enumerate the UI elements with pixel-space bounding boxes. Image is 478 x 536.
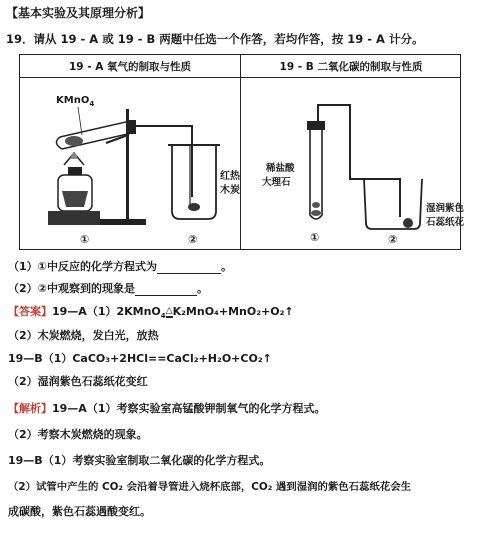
answer-a1-condition: △	[165, 306, 173, 316]
answer-blank-1[interactable]	[157, 263, 221, 274]
table-divider	[240, 55, 241, 249]
apparatus-a-1: ①	[80, 233, 90, 246]
analysis-b2-line-1: （2）试管中产生的 CO₂ 会沿着导管进入烧杯底部，CO₂ 遇到湿润的紫色石蕊纸花会生	[8, 481, 411, 493]
alcohol-lamp	[58, 153, 92, 211]
question-19: 19．请从 19 - A 或 19 - B 两题中任选一个作答，若均作答，按 19 - A 计分。	[6, 32, 424, 46]
sub-question-1-text: （1）①中反应的化学方程式为	[8, 260, 157, 273]
table-header-line	[20, 77, 460, 78]
paper-label-1: 湿润紫色	[426, 203, 465, 214]
delivery-tube	[136, 126, 192, 197]
wood-block	[48, 211, 100, 225]
answer-a2: （2）木炭燃烧，发白光，放热	[8, 329, 159, 342]
section-title: 【基本实验及其原理分析】	[6, 6, 151, 20]
analysis-b1: 19—B（1）考察实验室制取二氧化碳的化学方程式。	[8, 454, 271, 467]
paper-label-2: 石蕊纸花	[426, 217, 465, 228]
sub-question-2-text: （2）②中观察到的现象是	[8, 282, 135, 295]
answer-b2: （2）湿润紫色石蕊纸花变红	[8, 375, 148, 388]
answer-line-a1: 【答案】19—A（1）2KMnO$_4$△K₂MnO₄+MnO₂+O₂↑	[8, 305, 294, 321]
acid-label-2: 大理石	[262, 177, 291, 188]
acid-label-1: 稀盐酸	[266, 163, 295, 174]
answer-a1-post: K₂MnO₄+MnO₂+O₂↑	[172, 305, 294, 318]
apparatus-a-2: ②	[188, 233, 198, 246]
analysis-a1-line	[8, 400, 325, 416]
answer-a1-pre: 19—A（1）2KMnO	[52, 305, 161, 318]
table-header-19b: 19 - B 二氧化碳的制取与性质	[279, 61, 423, 73]
apparatus-b-1: ①	[310, 231, 320, 244]
answer-b1: 19—B（1）CaCO₃+2HCl==CaCl₂+H₂O+CO₂↑	[8, 352, 272, 365]
answer-blank-2[interactable]	[135, 285, 197, 296]
answer-label: 【答案】	[8, 305, 52, 318]
analysis-b2-line-2: 成碳酸，紫色石蕊遇酸变红。	[8, 505, 151, 518]
apparatus-19b	[242, 79, 465, 249]
charcoal-label-2: 木炭	[220, 185, 240, 196]
experiment-table	[19, 54, 465, 250]
charcoal-label-1: 红热	[220, 171, 240, 182]
analysis-a2: （2）考察木炭燃烧的现象。	[8, 428, 148, 441]
apparatus-19a	[22, 79, 238, 249]
test-tube-19a	[56, 121, 132, 149]
kmno4-label: KMnO$_4$	[56, 95, 95, 108]
gas-jar	[168, 145, 220, 219]
delivery-tube-b	[318, 105, 400, 217]
analysis-a1: 19—A（1）考察实验室高锰酸钾制氧气的化学方程式。	[52, 402, 326, 415]
beaker	[364, 179, 422, 229]
analysis-label: 【解析】	[8, 402, 52, 415]
sub-question-1: （1）①中反应的化学方程式为 。	[8, 260, 232, 273]
sub-question-2: （2）②中观察到的现象是 。	[8, 282, 208, 295]
apparatus-b-2: ②	[388, 233, 398, 246]
test-tube-19b	[307, 121, 325, 219]
table-header-19a: 19 - A 氧气的制取与性质	[68, 61, 192, 73]
